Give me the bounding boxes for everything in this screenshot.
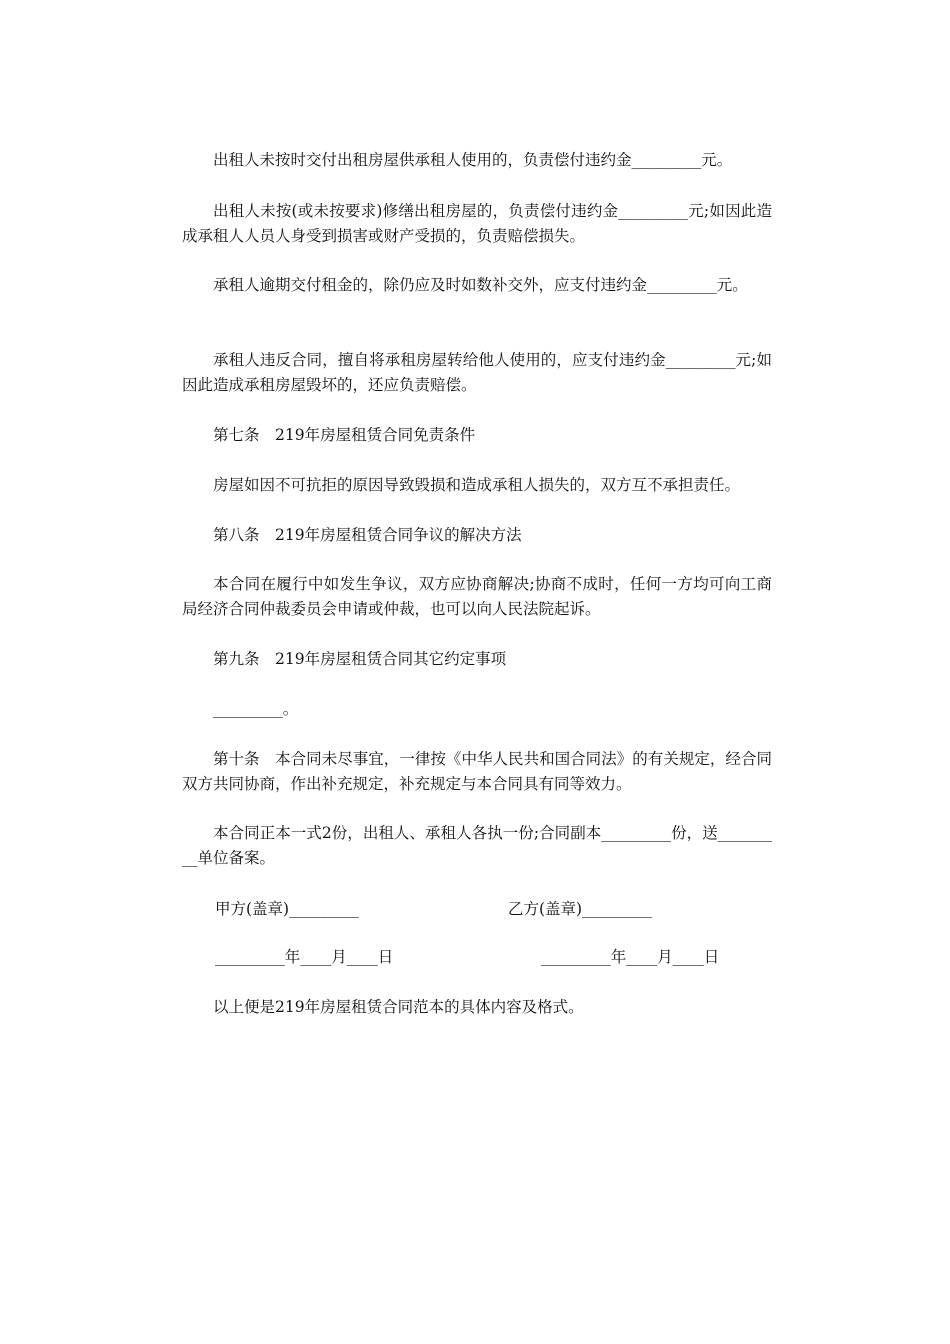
article-7-heading: 第七条 219年房屋租赁合同免责条件 (213, 426, 476, 444)
article-8-heading: 第八条 219年房屋租赁合同争议的解决方法 (213, 526, 522, 544)
party-a-date: _________年____月____日 (215, 948, 394, 966)
article-9-heading: 第九条 219年房屋租赁合同其它约定事项 (213, 650, 507, 668)
closing-line: 以上便是219年房屋租赁合同范本的具体内容及格式。 (213, 998, 584, 1016)
copies-paragraph: 本合同正本一式2份，出租人、承租人各执一份;合同副本_________份，送_________单位备案。 (182, 824, 772, 867)
article-7-body: 房屋如因不可抗拒的原因导致毁损和造成承租人损失的，双方互不承担责任。 (213, 476, 741, 494)
party-b-seal: 乙方(盖章)_________ (508, 900, 652, 918)
party-b-date: _________年____月____日 (541, 948, 720, 966)
party-a-seal: 甲方(盖章)_________ (215, 900, 359, 918)
paragraph-late-delivery-penalty: 出租人未按时交付出租房屋供承租人使用的，负责偿付违约金_________元。 (213, 151, 733, 169)
paragraph-late-rent-penalty: 承租人逾期交付租金的，除仍应及时如数补交外，应支付违约金_________元。 (213, 276, 748, 294)
paragraph-repair-penalty: 出租人未按(或未按要求)修缮出租房屋的，负责偿付违约金_________元;如因此造成承租人人员人身受到损害或财产受损的，负责赔偿损失。 (182, 202, 772, 245)
article-9-body: _________。 (213, 700, 299, 718)
paragraph-sublet-penalty: 承租人违反合同，擅自将承租房屋转给他人使用的，应支付违约金_________元;如因此造成承租房屋毁坏的，还应负责赔偿。 (182, 351, 772, 394)
article-8-body: 本合同在履行中如发生争议，双方应协商解决;协商不成时，任何一方均可向工商局经济合同仲裁委员会申请或仲裁，也可以向人民法院起诉。 (182, 575, 772, 618)
article-10-body: 第十条 本合同未尽事宜，一律按《中华人民共和国合同法》的有关规定，经合同双方共同协商，作出补充规定，补充规定与本合同具有同等效力。 (182, 750, 772, 793)
